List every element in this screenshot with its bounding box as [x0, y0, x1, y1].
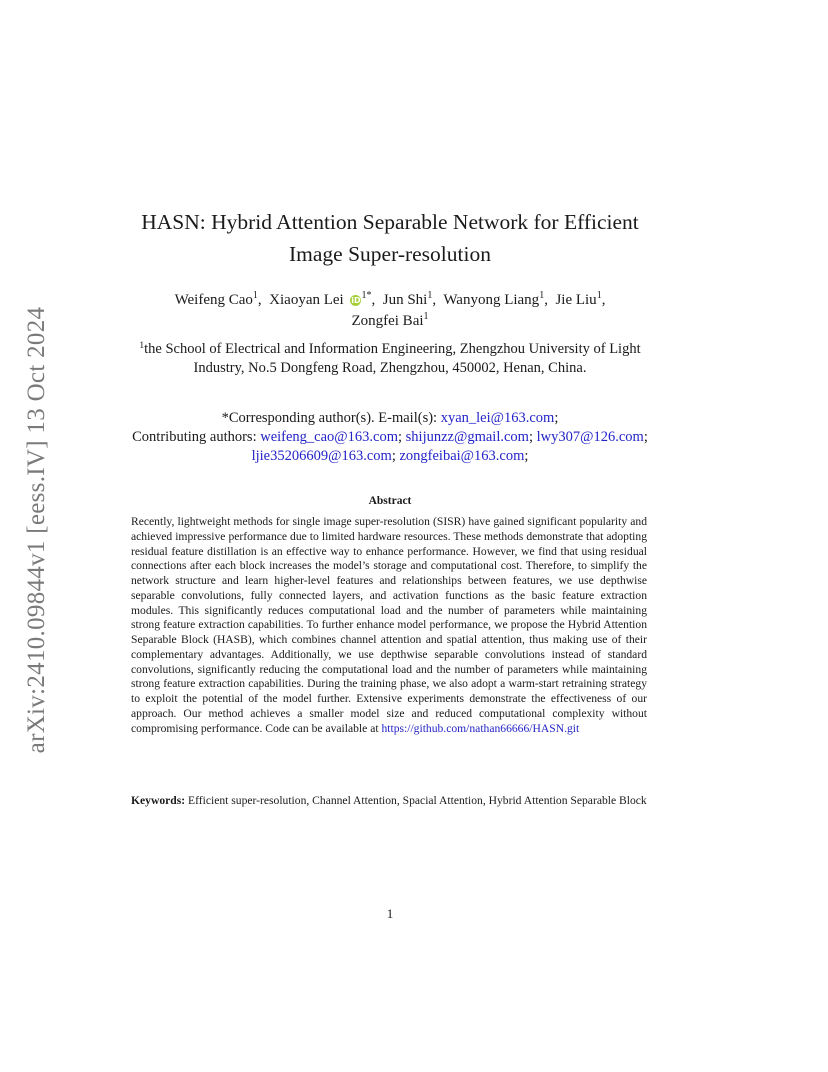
author-name: Jun Shi — [382, 292, 428, 308]
affiliation-line-2: Industry, No.5 Dongfeng Road, Zhengzhou, 450002, Henan, China. — [193, 360, 587, 376]
page-number: 1 — [386, 906, 394, 921]
keywords — [131, 794, 647, 809]
author-sup: 1 — [252, 290, 258, 301]
orcid-icon[interactable]: iD — [351, 296, 361, 305]
arxiv-identifier-text: arXiv:2410.09844v1 [eess.IV] 13 Oct 2024 — [23, 306, 50, 754]
code-link[interactable]: https://github.com/nathan66666/HASN.git — [381, 721, 580, 735]
title-line-1: HASN: Hybrid Attention Separable Network for Efficient — [141, 210, 639, 234]
abstract-heading: Abstract — [368, 495, 412, 507]
contributing-label: Contributing authors: — [132, 429, 257, 445]
email-link[interactable]: shijunzz@gmail.com — [405, 429, 529, 445]
author-name: Wanyong Liang — [443, 292, 540, 308]
arxiv-identifier — [14, 288, 60, 772]
author-sup: 1 — [427, 290, 433, 301]
email-link[interactable]: zongfeibai@163.com — [399, 448, 525, 464]
corresponding-email-link[interactable]: xyan_lei@163.com — [440, 410, 555, 426]
author-sup: 1 — [423, 311, 429, 322]
abstract-body — [131, 515, 647, 736]
corresponding-label: *Corresponding author(s). E-mail(s): — [221, 410, 438, 426]
author-sup: 1* — [361, 290, 372, 301]
author-name: Zongfei Bai — [351, 313, 424, 329]
author-sup: 1 — [539, 290, 545, 301]
keywords-label: Keywords: — [131, 794, 186, 807]
affiliation-sup: 1 — [139, 341, 145, 351]
email-link[interactable]: lwy307@126.com — [536, 429, 644, 445]
affiliation — [110, 340, 670, 378]
paper-title — [100, 206, 680, 270]
author-name: Weifeng Cao — [174, 292, 253, 308]
email-link[interactable]: weifeng_cao@163.com — [260, 429, 398, 445]
affiliation-line-1: the School of Electrical and Information Engineering, Zhengzhou University of Light — [144, 341, 641, 357]
email-link[interactable]: ljie35206609@163.com — [251, 448, 392, 464]
author-list: Weifeng Cao$^1$, Xiaoyan Lei $iD^{1*}$, Jun Shi$^1$, Wanyong Liang$^1$, Jie Liu$^1$, Zongfei Bai$^1$ — [174, 290, 606, 329]
author-name: Xiaoyan Lei — [269, 292, 344, 308]
author-name: Jie Liu — [555, 292, 597, 308]
author-sup: 1 — [596, 290, 602, 301]
title-line-2: Image Super-resolution — [289, 242, 491, 266]
keywords-text: Efficient super-resolution, Channel Attention, Spacial Attention, Hybrid Attention Separable Block — [188, 794, 647, 807]
contact-emails: *Corresponding author(s). E-mail(s): xyan_lei@163.com; Contributing authors: weifeng_cao@163.com; shijunzz@gmail.com; lwy307@126.com; ljie35206609@163.com; zongfeibai@163.com; — [132, 410, 648, 464]
abstract-text: Recently, lightweight methods for single image super-resolution (SISR) have gained significant popularity and achieved impressive performance due to limited hardware resources. These methods demonstrate that adopting residual feature distillation is an effective way to enhance performance. However, we find that using residual connections after each block increases the model’s storage and computational cost. Therefore, to simplify the network structure and learn higher-level features and relationships between features, we use depthwise separable convolutions, fully connected layers, and activation functions as the basic feature extraction modules. This significantly reduces computational load and the number of parameters while maintaining strong feature extraction capabilities. To further enhance model performance, we propose the Hybrid Attention Separable Block (HASB), which combines channel attention and spatial attention, thus making use of their complementary advantages. Additionally, we use depthwise separable convolutions instead of standard convolutions, significantly reducing the computational load and the number of parameters while maintaining strong feature extraction capabilities. During the training phase, we also adopt a warm-start retraining strategy to exploit the potential of the model further. Extensive experiments demonstrate the effectiveness of our approach. Our method achieves a smaller model size and reduced computational complexity without compromising performance. Code can be available at — [131, 515, 647, 735]
